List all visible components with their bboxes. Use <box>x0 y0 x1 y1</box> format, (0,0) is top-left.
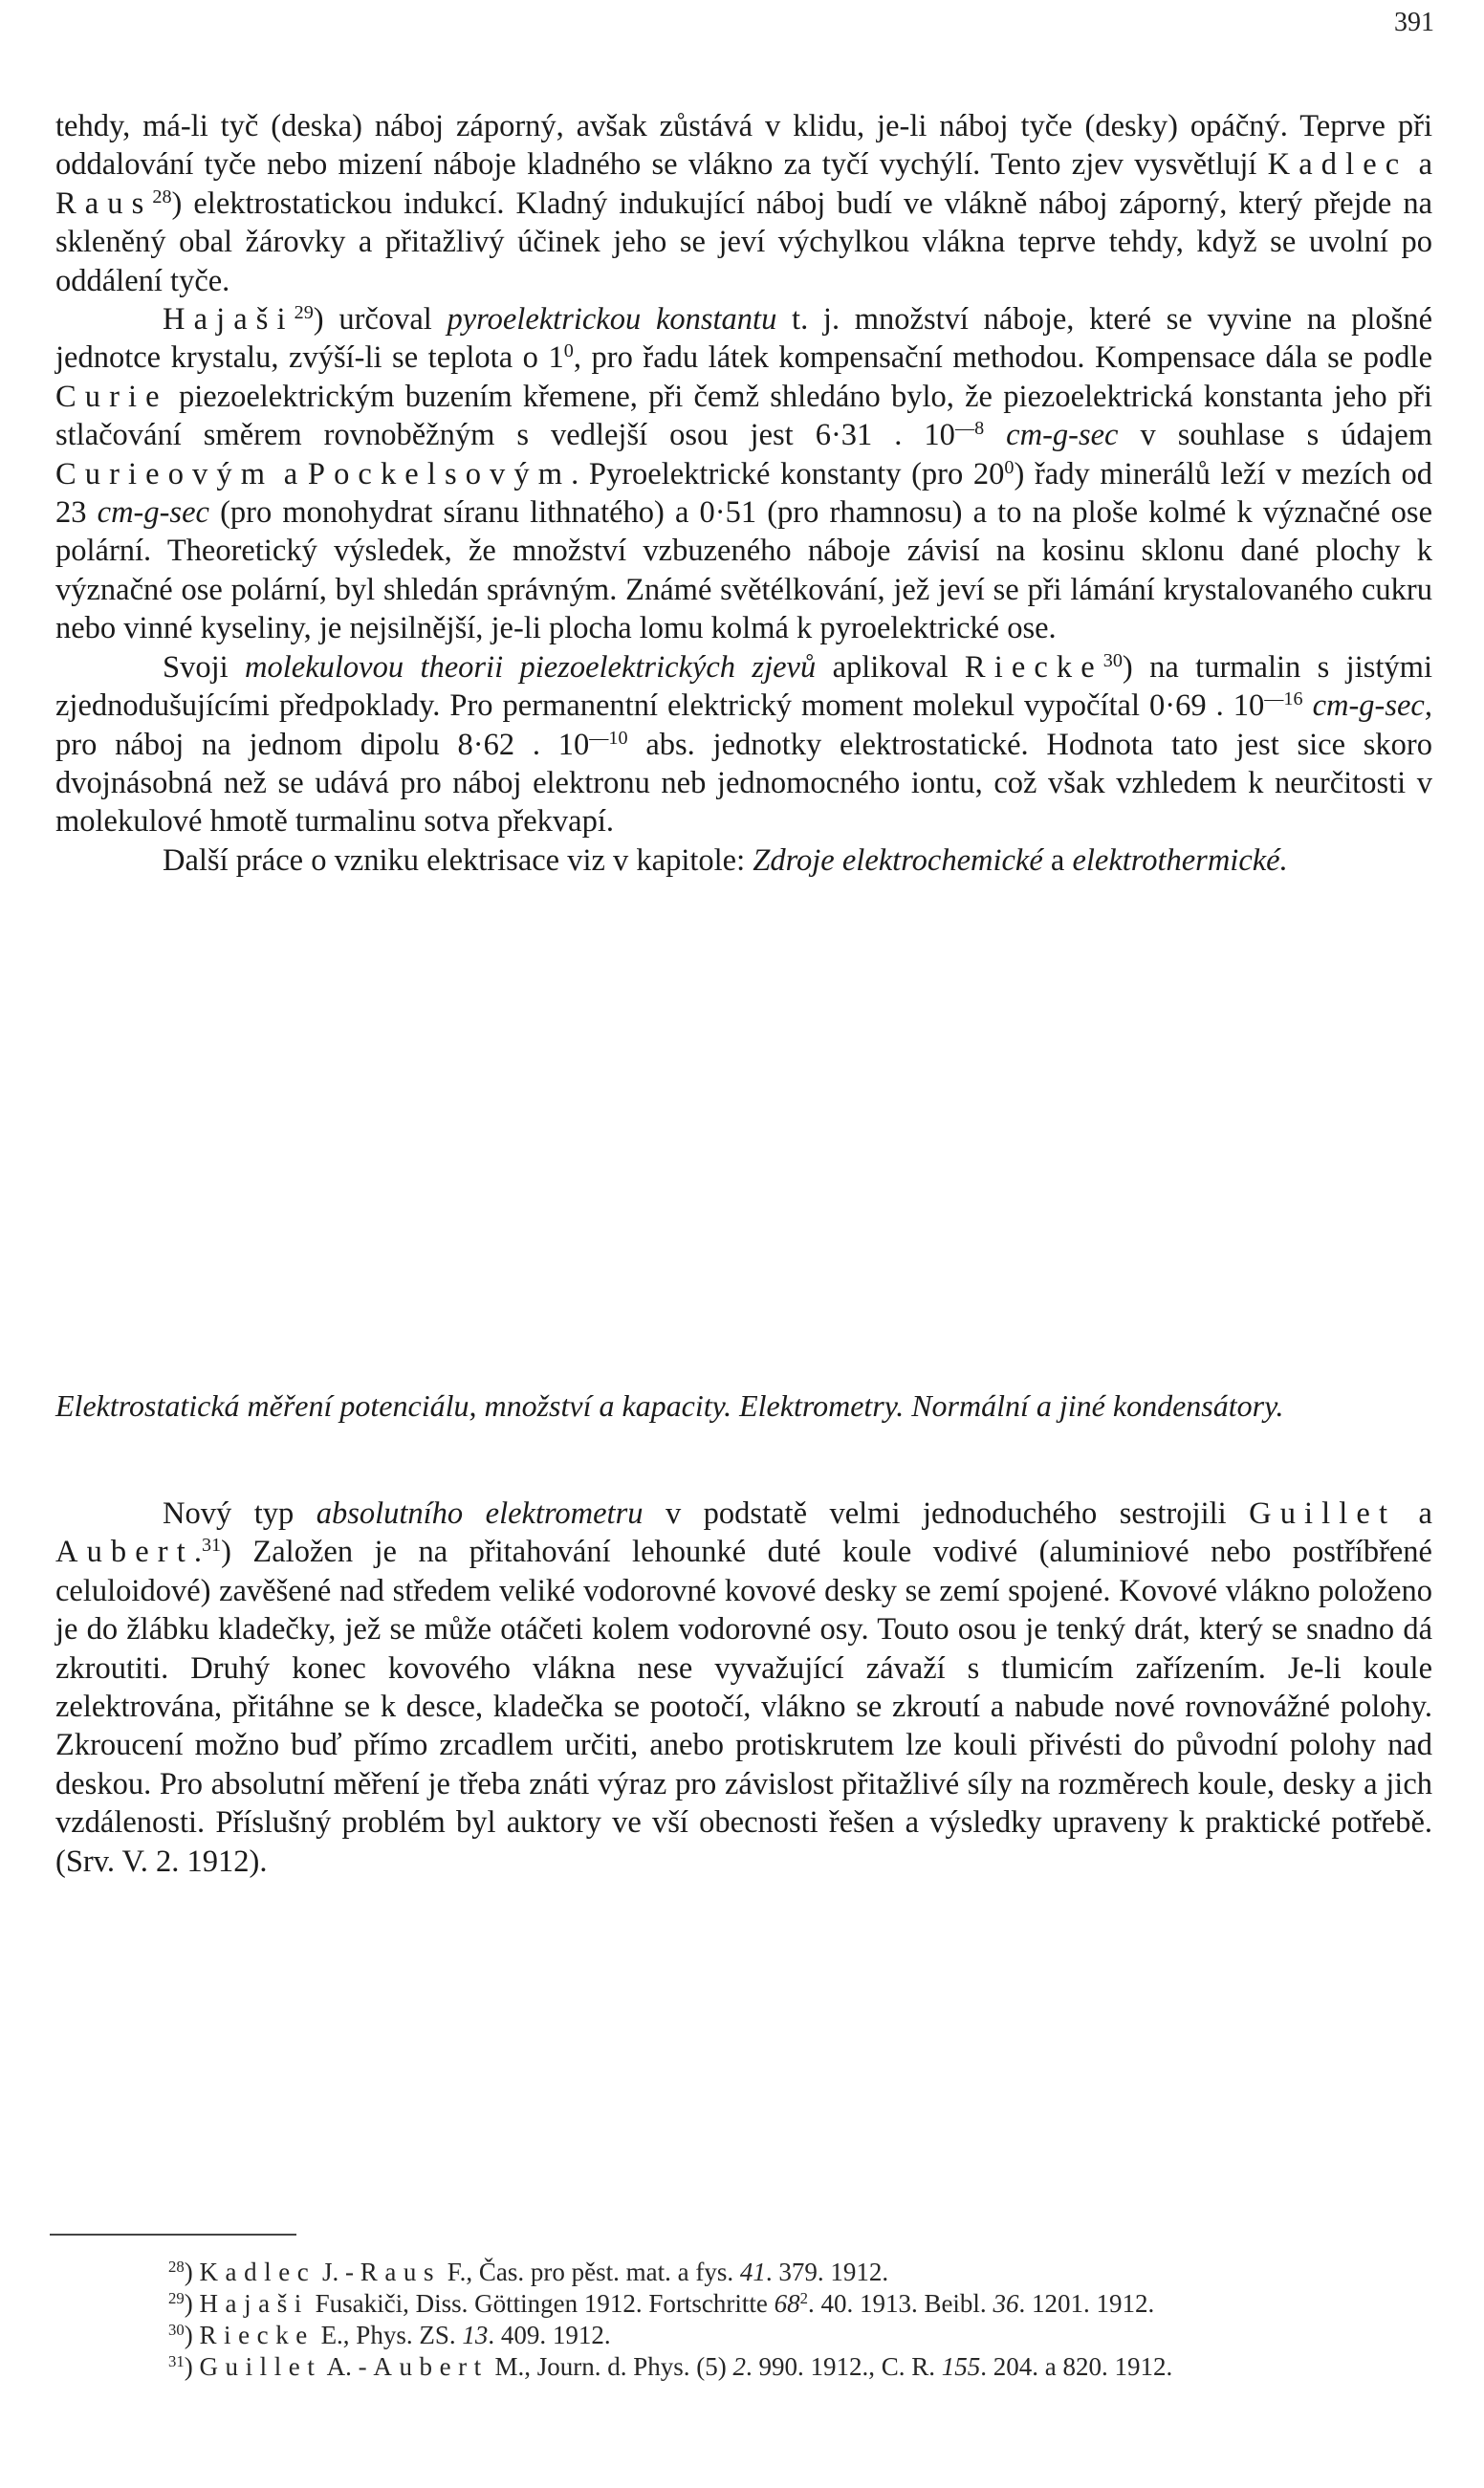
unit: cm-g-sec <box>97 495 209 531</box>
author-name: Raus <box>360 2258 442 2286</box>
author-name: Guillet <box>1249 1496 1397 1531</box>
volume: 41 <box>739 2258 766 2286</box>
text-run: ) na turmalin s jistými zjednodušujícími předpoklady. Pro permanentní elektrický moment molekul vypočítal 0·69 . 10 <box>55 649 1432 724</box>
paragraph-5 <box>55 1495 1432 1881</box>
italic-term: molekulovou theorii piezoelektrických zjevů <box>245 649 817 685</box>
footnote-ref: 31 <box>201 1535 222 1557</box>
chapter-reference: Zdroje elektrochemické <box>753 842 1043 878</box>
author-name: Riecke <box>964 649 1103 685</box>
footnote-ref: 29 <box>294 301 314 323</box>
exponent: —10 <box>589 727 628 749</box>
paragraph-2 <box>55 300 1432 648</box>
chapter-reference: elektrothermické. <box>1072 842 1288 878</box>
footnote-mark: 29 <box>168 2288 185 2307</box>
exponent: —16 <box>1264 688 1303 710</box>
text-run: M., Journ. d. Phys. (5) <box>488 2352 733 2381</box>
volume: 36 <box>993 2289 1019 2318</box>
text-run: (pro monohydrat síranu lithnatého) a 0·51 (pro rhamnosu) a to na ploše kolmé k význačné ose polární. Theoretický výsledek, že množství vzbuzeného náboje závisí na kosinu sklonu dané plochy k význačné ose polární, byl shledán správným. Známé světélkování, jež jeví se při lámání krystalovaného cukru nebo vinné kyseliny, je nejsilnější, je-li plocha lomu kolmá k pyroelektrické ose. <box>55 495 1433 646</box>
text-run: F., Čas. pro pěst. mat. a fys. <box>441 2258 740 2286</box>
text-run: t. j. množství náboje, které se vyvine na plošné jednotce krystalu, zvýší-li se teplota o 1 <box>55 302 1432 376</box>
paragraph-4 <box>55 841 1432 880</box>
superscript: 0 <box>1004 456 1015 478</box>
unit: cm-g-sec <box>984 418 1119 453</box>
text-run: . 409. 1912. <box>488 2321 611 2349</box>
text-run: . <box>193 1535 202 1570</box>
text-run: A. - <box>321 2352 374 2381</box>
text-run: ) Založen je na přitahování lehounké duté koule vodivé (aluminiové nebo postříbřené celuloidové) zavěšené nad středem veliké vodorovné kovové desky se zemí spojené. Kovové vlákno položeno je do žlábku kladečky, jež se může otáčeti kolem vodorovné osy. Touto osou je tenký drát, který se snadno dá zkroutiti. Druhý konec kovového vlákna nese vyvažující závaží s tlumicím zařízením. Je-li koule zelektrována, přitáhne se k desce, kladečka se pootočí, vlákno se zkroutí a nabude nové rovnovážné polohy. Zkroucení možno buď přímo zrcadlem určiti, anebo protiskrutem lze kouli přivésti do původní polohy nad deskou. Pro absolutní měření je třeba znáti výraz pro závislost přitažlivé síly na rozměrech koule, desky a jich vzdálenosti. Příslušný problém byl auktory ve vší obecnosti řešen a výsledky upraveny k praktické potřebě. (Srv. V. 2. 1912). <box>55 1535 1432 1879</box>
footnote-mark: 28 <box>168 2257 185 2276</box>
exponent: —8 <box>954 418 985 440</box>
text-run: a <box>1408 147 1432 183</box>
text-run: . 40. 1913. Beibl. <box>807 2289 993 2318</box>
text-run: J. - <box>316 2258 360 2286</box>
text-run: aplikoval <box>816 649 965 685</box>
text-run: abs. jednotky elektrostatické. Hodnota tato jest sice skoro dvojnásobná než se udává pro náboj elektronu neb jednomocného iontu, což však vzhledem k neurčitosti v molekulové hmotě turmalinu sotva překvapí. <box>55 727 1432 840</box>
author-name: Curieovým <box>55 456 274 491</box>
text-run: Svoji <box>163 649 246 685</box>
text-run: Nový typ <box>163 1496 316 1531</box>
text-run: v souhlase s údajem <box>1118 418 1433 453</box>
volume: 13 <box>462 2321 489 2349</box>
text-run: Fusakiči, Diss. Göttingen 1912. Fortschritte <box>308 2289 775 2318</box>
text-run: v podstatě velmi jednoduchého sestrojili <box>643 1496 1250 1531</box>
text-run: . 1201. 1912. <box>1018 2289 1155 2318</box>
author-name: Guillet <box>199 2352 322 2381</box>
footnotes <box>55 2257 1429 2383</box>
author-name: Raus <box>55 186 153 221</box>
author-name: Kadlec <box>199 2258 316 2286</box>
author-name: Riecke <box>199 2321 315 2349</box>
text-run: pro náboj na jednom dipolu 8·62 . 10 <box>55 727 590 762</box>
italic-term: pyroelektrickou konstantu <box>447 302 777 338</box>
footnote-ref: 28 <box>152 186 172 207</box>
text-run: tehdy, má-li tyč (deska) náboj záporný, avšak zůstává v klidu, je-li náboj tyče (desky) opáčný. Teprve při oddalování tyče nebo mizení náboje kladného se vlákno za tyčí vychýlí. Tento zjev vysvětlují <box>55 109 1432 183</box>
text-run: a <box>273 456 308 491</box>
footnote-mark: 30 <box>168 2320 185 2339</box>
footnote-28: $^{28}$) Kadlec J. - Raus F., Čas. pro pěst. mat. a fys. 41. 379. 1912. <box>168 2257 889 2286</box>
footnote-mark: 31 <box>168 2351 185 2370</box>
text-run: ) elektrostatickou indukcí. Kladný indukující náboj budí ve vlákně náboj záporný, který přejde na skleněný obal žárovky a přitažlivý účinek jeho se jeví výchylkou vlákna teprve tehdy, když se uvolní po oddálení tyče. <box>55 186 1432 298</box>
paragraph-1 <box>55 107 1432 300</box>
author-name: Hajaši <box>163 302 295 338</box>
volume: 68 <box>774 2289 800 2318</box>
text-run: . 204. a 820. 1912. <box>980 2352 1173 2381</box>
footnote-ref: 30 <box>1102 649 1123 671</box>
text-run: E., Phys. ZS. <box>314 2321 463 2349</box>
superscript: 2 <box>799 2288 808 2307</box>
author-name: Kadlec <box>1267 147 1408 183</box>
text-run: a <box>1042 842 1073 878</box>
footnote-separator <box>50 2234 296 2236</box>
superscript: 0 <box>563 340 574 362</box>
author-name: Curie <box>55 379 168 414</box>
text-run: ) řady minerálů leží v mezích od 23 <box>55 456 1433 531</box>
text-run: , pro řadu látek kompensační methodou. Kompensace dála se podle <box>573 340 1432 376</box>
body-block-1 <box>55 107 1432 880</box>
footnote-31: $^{31}$) Guillet A. - Aubert M., Journ. d. Phys. (5) 2. 990. 1912., C. R. 155. 204. a 820. 1912. <box>168 2351 1173 2381</box>
page-number: 391 <box>1394 8 1434 37</box>
body-block-2 <box>55 1495 1432 1881</box>
text-run: . 990. 1912., C. R. <box>746 2352 942 2381</box>
text-run: Další práce o vzniku elektrisace viz v kapitole: <box>163 842 753 878</box>
text-run: a <box>1396 1496 1432 1531</box>
footnote-29: $^{29}$) Hajaši Fusakiči, Diss. Göttingen 1912. Fortschritte $68^2$. 40. 1913. Beibl. 36. 1201. 1912. <box>168 2288 1155 2318</box>
section-heading: Elektrostatická měření potenciálu, množství a kapacity. Elektrometry. Normální a jiné kondensátory. <box>55 1388 1284 1423</box>
italic-term: absolutního elektrometru <box>316 1496 644 1531</box>
author-name: Pockelsovým <box>307 456 572 491</box>
text-run: . Pyroelektrické konstanty (pro 20 <box>571 456 1005 491</box>
section-heading-block <box>55 1386 1432 1425</box>
author-name: Hajaši <box>199 2289 309 2318</box>
text-run: piezoelektrickým buzením křemene, při čemž shledáno bylo, že piezoelektrická konstanta jeho při stlačování směrem rovnoběžným s vedlejší osou jest 6·31 . 10 <box>55 379 1432 453</box>
paragraph-3 <box>55 648 1432 841</box>
footnote-30: $^{30}$) Riecke E., Phys. ZS. 13. 409. 1912. <box>168 2320 611 2349</box>
text-run: ) určoval <box>313 302 447 338</box>
author-name: Aubert <box>373 2352 489 2381</box>
author-name: Aubert <box>55 1535 194 1570</box>
volume: 2 <box>732 2352 747 2381</box>
volume: 155 <box>941 2352 981 2381</box>
unit: cm-g-sec, <box>1302 688 1432 724</box>
text-run: . 379. 1912. <box>765 2258 889 2286</box>
